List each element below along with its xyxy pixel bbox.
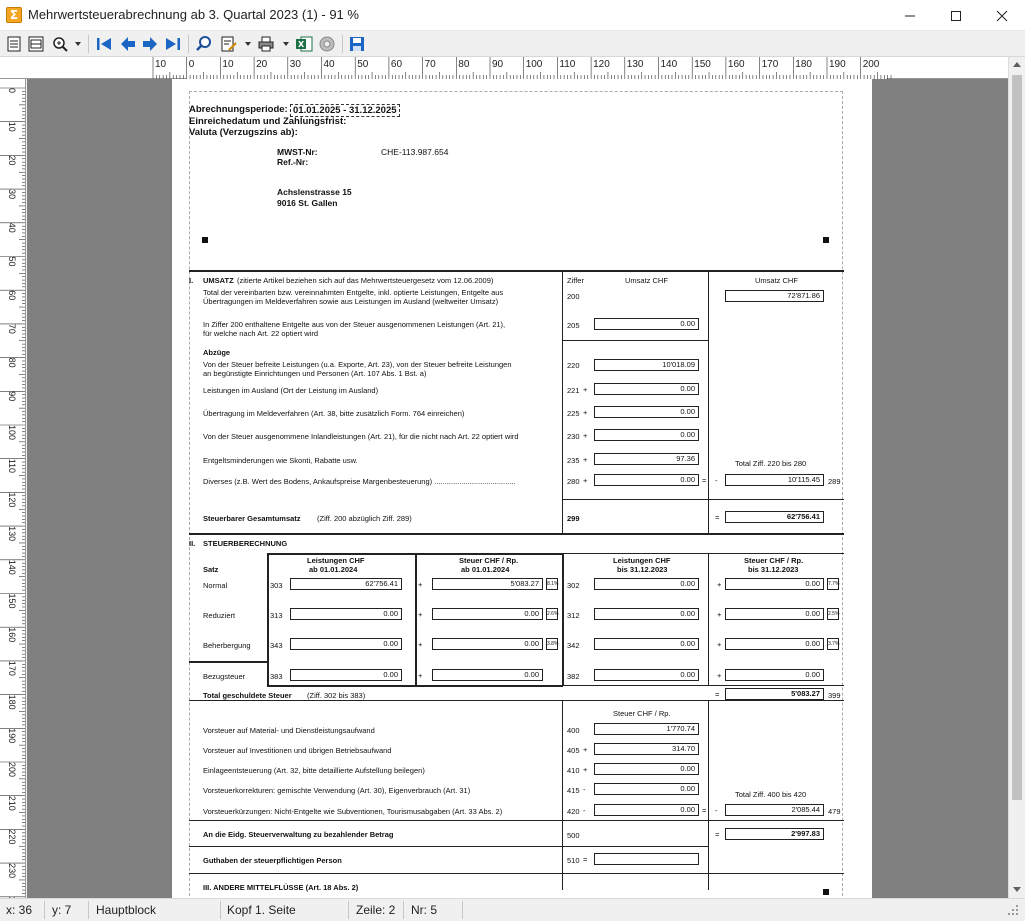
ruler-label: 170 xyxy=(761,59,779,70)
app-icon: Σ xyxy=(6,7,22,23)
equals-sign: = xyxy=(583,855,588,864)
settings-icon xyxy=(318,35,336,53)
r410-code: 410 xyxy=(567,766,580,775)
excel-icon xyxy=(295,35,313,53)
grid-line xyxy=(708,700,709,890)
excel-button[interactable] xyxy=(295,35,313,53)
prev-page-button[interactable] xyxy=(119,35,137,53)
r200-label-2: Übertragungen im Meldeverfahren sowie aus Leistungen im Ausland (weltweiter Umsatz) xyxy=(203,297,499,306)
print-icon xyxy=(257,35,275,53)
total-220-280-label: Total Ziff. 220 bis 280 xyxy=(735,459,807,468)
rate-code: 342 xyxy=(567,641,580,650)
toolbar xyxy=(0,31,1025,57)
last-page-button[interactable] xyxy=(164,35,182,53)
total-owed-code: 399 xyxy=(828,691,841,700)
r225-value[interactable]: 0.00 xyxy=(594,406,699,418)
rate-code: 312 xyxy=(567,611,580,620)
plus-sign: + xyxy=(717,580,722,589)
ruler-label: 70 xyxy=(7,323,17,334)
maximize-icon xyxy=(950,10,962,22)
r230-code: 230 xyxy=(567,432,580,441)
two-page-icon xyxy=(27,35,45,53)
r510-label: Guthaben der steuerpflichtigen Person xyxy=(203,856,342,865)
preview-workspace xyxy=(27,79,1008,898)
ruler-label: 60 xyxy=(7,290,17,301)
ruler-label: 110 xyxy=(7,458,17,474)
rate-code: 382 xyxy=(567,672,580,681)
ruler-label: 190 xyxy=(7,728,17,744)
col-divider xyxy=(708,271,709,533)
grid-line xyxy=(267,685,563,687)
r405-label: Vorsteuer auf Investitionen und übrigen Betriebsaufwand xyxy=(203,746,392,755)
rate-base-value[interactable]: 0.00 xyxy=(290,608,402,620)
row-divider xyxy=(562,340,708,341)
status-y: y: 7 xyxy=(52,903,72,917)
minus-sign: - xyxy=(583,785,586,794)
equals-sign: = xyxy=(715,830,720,839)
ref-label: Ref.-Nr: xyxy=(277,157,309,167)
r405-value[interactable]: 314.70 xyxy=(594,743,699,755)
total-owed-note: (Ziff. 302 bis 383) xyxy=(307,691,366,700)
r415-value[interactable]: 0.00 xyxy=(594,783,699,795)
col-umsatz-total: Umsatz CHF xyxy=(755,276,798,285)
r299-label: Steuerbarer Gesamtumsatz xyxy=(203,514,301,523)
ruler-label: 70 xyxy=(424,59,436,70)
ruler-label: 130 xyxy=(7,526,17,542)
r415-label: Vorsteuerkorrekturen: gemischte Verwendung (Art. 30), Eigenverbrauch (Art. 31) xyxy=(203,786,471,795)
col2-header-1: Steuer CHF / Rp. xyxy=(459,556,519,565)
r220-label-1: Von der Steuer befreite Leistungen (u.a. Exporte, Art. 23), von der Steuer befreite Leistungen xyxy=(203,360,512,369)
equals-sign: = xyxy=(702,476,707,485)
grid-line xyxy=(415,553,417,685)
r400-value[interactable]: 1'770.74 xyxy=(594,723,699,735)
r289-value[interactable]: 10'115.45 xyxy=(725,474,824,486)
r500-value[interactable]: 2'997.83 xyxy=(725,828,824,840)
r225-label: Übertragung im Meldeverfahren (Art. 38, bitte zusätzlich Form. 764 einreichen) xyxy=(203,409,465,418)
chevron-down-icon[interactable] xyxy=(75,42,81,46)
grid-line xyxy=(562,553,564,685)
plus-sign: + xyxy=(418,671,423,680)
ruler-label: 110 xyxy=(559,59,576,70)
rate-code: 303 xyxy=(270,581,283,590)
col1-header-1: Leistungen CHF xyxy=(307,556,365,565)
r205-label-2: für welche nach Art. 22 optiert wird xyxy=(203,329,319,338)
grid-line xyxy=(562,700,563,890)
ruler-label: 140 xyxy=(660,59,678,70)
mwst-label: MWST-Nr: xyxy=(277,147,318,157)
zoom-icon xyxy=(51,35,69,53)
grid-line xyxy=(267,553,562,555)
resize-grip-icon[interactable] xyxy=(1008,905,1020,917)
title-bar xyxy=(0,0,1025,31)
scrollbar-thumb[interactable] xyxy=(1012,75,1022,800)
ruler-label: 10 xyxy=(155,59,167,70)
rate-code: 302 xyxy=(567,581,580,590)
minus-sign: - xyxy=(715,476,718,485)
r420-label: Vorsteuerkürzungen: Nicht-Entgelte wie Subventionen, Tourismusabgaben (Art. 33 Abs. 2) xyxy=(203,807,503,816)
rate-percent: 8.1% xyxy=(546,578,558,590)
valuta-label: Valuta (Verzugszins ab): xyxy=(189,127,298,138)
rate-base-value[interactable]: 0.00 xyxy=(594,578,699,590)
ruler-label: 50 xyxy=(357,59,369,70)
r280-code: 280 xyxy=(567,477,580,486)
sec1-title: UMSATZ xyxy=(203,276,234,285)
band-marker xyxy=(823,237,829,243)
plus-sign: + xyxy=(717,640,722,649)
status-bar xyxy=(0,898,1025,921)
ruler-label: 200 xyxy=(862,59,880,70)
plus-sign: + xyxy=(583,765,588,774)
single-page-button[interactable] xyxy=(5,35,23,53)
equals-sign: = xyxy=(702,806,707,815)
save-icon xyxy=(348,35,366,53)
ruler-label: 30 xyxy=(289,59,301,70)
ruler-label: 80 xyxy=(7,357,17,368)
rate-tax-value[interactable]: 0.00 xyxy=(432,638,543,650)
r220-label-2: an begünstigte Einrichtungen und Personen (Art. 107 Abs. 1 Bst. a) xyxy=(203,369,427,378)
rate-percent: 7.7% xyxy=(827,578,839,590)
col-ziffer: Ziffer xyxy=(567,276,584,285)
grid-line xyxy=(189,846,708,847)
rate-base-value[interactable]: 62'756.41 xyxy=(290,578,402,590)
plus-sign: + xyxy=(418,610,423,619)
grid-line xyxy=(708,553,709,685)
plus-sign: + xyxy=(583,476,588,485)
scroll-down-icon[interactable] xyxy=(1013,886,1021,894)
r289-code: 289 xyxy=(828,477,841,486)
minimize-button[interactable] xyxy=(887,0,933,31)
ruler-label: 130 xyxy=(626,59,644,70)
rate-base-value[interactable]: 0.00 xyxy=(290,638,402,650)
r410-label: Einlageentsteuerung (Art. 32, bitte detaillierte Aufstellung beilegen) xyxy=(203,766,425,775)
status-line: Zeile: 2 xyxy=(356,903,396,917)
sec1-note: (zitierte Artikel beziehen sich auf das Mehrwertsteuergesetz vom 12.06.2009) xyxy=(237,276,494,285)
ruler-label: 140 xyxy=(7,559,17,575)
rate-tax-value[interactable]: 0.00 xyxy=(725,578,824,590)
next-page-button[interactable] xyxy=(141,35,159,53)
r510-value[interactable] xyxy=(594,853,699,865)
grid-line xyxy=(189,820,844,821)
vertical-ruler xyxy=(0,79,26,898)
ruler-label: 230 xyxy=(7,863,17,879)
r221-value[interactable]: 0.00 xyxy=(594,383,699,395)
r479-code: 479 xyxy=(828,807,841,816)
close-icon xyxy=(996,10,1008,22)
ruler-label: 150 xyxy=(7,593,17,609)
plus-sign: + xyxy=(583,745,588,754)
r230-label: Von der Steuer ausgenommene Inlandleistungen (Art. 21), für die nicht nach Art. 22 optiert wird xyxy=(203,432,519,441)
svg-text:X: X xyxy=(298,40,305,49)
ruler-label: 30 xyxy=(7,189,17,200)
r230-value[interactable]: 0.00 xyxy=(594,429,699,441)
horizontal-ruler xyxy=(0,57,1008,79)
address-line2: 9016 St. Gallen xyxy=(277,198,338,208)
settings-button[interactable] xyxy=(318,35,336,53)
band-marker xyxy=(202,237,208,243)
ruler-label: 10 xyxy=(222,59,234,70)
ruler-label: 90 xyxy=(492,59,504,70)
scroll-up-icon[interactable] xyxy=(1013,61,1021,69)
ruler-label: 90 xyxy=(7,391,17,402)
rate-tax-value[interactable]: 0.00 xyxy=(432,669,543,681)
chevron-down-icon[interactable] xyxy=(245,42,251,46)
r220-code: 220 xyxy=(567,361,580,370)
ruler-label: 50 xyxy=(7,256,17,267)
r235-code: 235 xyxy=(567,456,580,465)
ruler-label: 160 xyxy=(7,627,17,643)
r205-code: 205 xyxy=(567,321,580,330)
plus-sign: + xyxy=(418,580,423,589)
r500-code: 500 xyxy=(567,831,580,840)
single-page-icon xyxy=(5,35,23,53)
search-icon xyxy=(195,35,213,53)
plus-sign: + xyxy=(583,408,588,417)
r221-label: Leistungen im Ausland (Ort der Leistung im Ausland) xyxy=(203,386,379,395)
next-page-icon xyxy=(141,35,159,53)
rate-base-value[interactable]: 0.00 xyxy=(290,669,402,681)
r299-value[interactable]: 62'756.41 xyxy=(725,511,824,523)
band-marker xyxy=(823,889,829,895)
status-x: x: 36 xyxy=(6,903,33,917)
rate-base-value[interactable]: 0.00 xyxy=(594,608,699,620)
ruler-label: 40 xyxy=(323,59,335,70)
ruler-label: 0 xyxy=(188,59,195,70)
ruler-label: 120 xyxy=(593,59,610,70)
ruler-label: 100 xyxy=(525,59,543,70)
sec2-num: II. xyxy=(189,539,196,548)
r405-code: 405 xyxy=(567,746,580,755)
total-owed-value[interactable]: 5'083.27 xyxy=(725,688,824,700)
rate-label: Beherbergung xyxy=(203,641,251,650)
r479-value[interactable]: 2'085.44 xyxy=(725,804,824,816)
col4-header-2: bis 31.12.2023 xyxy=(748,565,799,574)
rate-code: 383 xyxy=(270,672,283,681)
abzuege-title: Abzüge xyxy=(203,348,231,357)
equals-sign: = xyxy=(715,690,720,699)
plus-sign: + xyxy=(717,610,722,619)
vertical-ruler-ticks xyxy=(0,79,26,898)
grid-line xyxy=(562,553,844,554)
rate-base-value[interactable]: 0.00 xyxy=(594,638,699,650)
ruler-label: 180 xyxy=(795,59,812,70)
first-page-icon xyxy=(95,35,113,53)
zoom-button[interactable] xyxy=(51,35,69,53)
deadline-label: Einreichedatum und Zahlungsfrist: xyxy=(189,116,347,127)
maximize-button[interactable] xyxy=(933,0,979,31)
r500-label: An die Eidg. Steuerverwaltung zu bezahlender Betrag xyxy=(203,830,394,839)
rate-tax-value[interactable]: 0.00 xyxy=(432,608,543,620)
window-title: Mehrwertsteuerabrechnung ab 3. Quartal 2023 (1) - 91 % xyxy=(28,7,359,22)
address-line1: Achslenstrasse 15 xyxy=(277,187,352,197)
rate-base-value[interactable]: 0.00 xyxy=(594,669,699,681)
save-button[interactable] xyxy=(348,35,366,53)
r299-note: (Ziff. 200 abzüglich Ziff. 289) xyxy=(317,514,412,523)
ruler-label: 150 xyxy=(694,59,711,70)
ruler-label: 170 xyxy=(7,660,17,676)
r235-value[interactable]: 97.36 xyxy=(594,453,699,465)
ruler-label: 40 xyxy=(7,222,17,233)
ruler-label: 190 xyxy=(829,59,846,70)
r220-value[interactable]: 10'018.09 xyxy=(594,359,699,371)
rate-percent: 3.8% xyxy=(546,638,558,650)
total-400-420-label: Total Ziff. 400 bis 420 xyxy=(735,790,807,799)
status-nr: Nr: 5 xyxy=(411,903,438,917)
rate-percent: 3.7% xyxy=(827,638,839,650)
col3-header-2: bis 31.12.2023 xyxy=(617,565,668,574)
grid-line xyxy=(189,700,844,701)
plus-sign: + xyxy=(583,455,588,464)
last-page-icon xyxy=(164,35,182,53)
r205-label-1: In Ziffer 200 enthaltene Entgelte aus von der Steuer ausgenommenen Leistungen (Art. 21), xyxy=(203,320,506,329)
mwst-value: CHE-113.987.654 xyxy=(381,147,449,157)
ruler-label: 10 xyxy=(7,121,17,132)
period-value[interactable]: 01.01.2025 - 31.12.2025 xyxy=(290,104,400,117)
ruler-label: 0 xyxy=(7,88,17,94)
r200-value[interactable]: 72'871.86 xyxy=(725,290,824,302)
horizontal-ruler-ticks xyxy=(0,57,1008,79)
rate-label: Bezugsteuer xyxy=(203,672,246,681)
close-button[interactable] xyxy=(979,0,1025,31)
ruler-label: 180 xyxy=(7,694,17,710)
rate-tax-value[interactable]: 5'083.27 xyxy=(432,578,543,590)
col4-header-1: Steuer CHF / Rp. xyxy=(744,556,804,565)
r400-label: Vorsteuer auf Material- und Dienstleistungsaufwand xyxy=(203,726,375,735)
equals-sign: = xyxy=(715,513,720,522)
r400-code: 400 xyxy=(567,726,580,735)
period-label: Abrechnungsperiode: xyxy=(189,104,288,115)
minus-sign: - xyxy=(583,806,586,815)
r510-code: 510 xyxy=(567,856,580,865)
page-margin-frame xyxy=(189,91,843,898)
first-page-button[interactable] xyxy=(95,35,113,53)
grid-line xyxy=(562,685,844,686)
sec3-title: III. ANDERE MITTELFLÜSSE (Art. 18 Abs. 2) xyxy=(203,883,359,892)
total-owed-label: Total geschuldete Steuer xyxy=(203,691,292,700)
grid-line xyxy=(267,553,269,685)
minus-sign: - xyxy=(715,806,718,815)
chevron-down-icon[interactable] xyxy=(283,42,289,46)
col2-header-2: ab 01.01.2024 xyxy=(461,565,510,574)
sec1-num: I. xyxy=(189,276,194,285)
ruler-label: 100 xyxy=(7,425,17,441)
minimize-icon xyxy=(904,10,916,22)
two-page-button[interactable] xyxy=(27,35,45,53)
plus-sign: + xyxy=(583,431,588,440)
col-satz: Satz xyxy=(203,565,219,574)
ruler-label: 120 xyxy=(7,492,17,508)
grid-line xyxy=(189,661,268,663)
rate-percent: 2.6% xyxy=(546,608,558,620)
rate-percent: 2.5% xyxy=(827,608,839,620)
r205-value[interactable]: 0.00 xyxy=(594,318,699,330)
ruler-label: 200 xyxy=(7,762,17,778)
r280-label: Diverses (z.B. Wert des Bodens, Ankaufspreise Margenbesteuerung) ....................................... xyxy=(203,477,516,486)
r420-value[interactable]: 0.00 xyxy=(594,804,699,816)
vertical-scrollbar[interactable] xyxy=(1008,57,1025,898)
rate-tax-value[interactable]: 0.00 xyxy=(725,638,824,650)
ruler-label: 80 xyxy=(458,59,470,70)
status-section: Kopf 1. Seite xyxy=(227,903,296,917)
plus-sign: + xyxy=(583,385,588,394)
vst-header: Steuer CHF / Rp. xyxy=(613,709,671,718)
edit-button[interactable] xyxy=(220,35,238,53)
r415-code: 415 xyxy=(567,786,580,795)
r200-code: 200 xyxy=(567,292,580,301)
report-page xyxy=(172,79,872,898)
r420-code: 420 xyxy=(567,807,580,816)
rate-tax-value[interactable]: 0.00 xyxy=(725,669,824,681)
ruler-label: 60 xyxy=(390,59,403,70)
rate-code: 313 xyxy=(270,611,283,620)
sec2-top-rule xyxy=(189,533,844,535)
r221-code: 221 xyxy=(567,386,580,395)
ruler-label: 20 xyxy=(256,59,268,70)
ruler-label: 210 xyxy=(7,795,17,811)
sec2-title: STEUERBERECHNUNG xyxy=(203,539,288,548)
col3-header-1: Leistungen CHF xyxy=(613,556,671,565)
rate-label: Normal xyxy=(203,581,228,590)
edit-icon xyxy=(220,35,238,53)
r225-code: 225 xyxy=(567,409,580,418)
r280-value[interactable]: 0.00 xyxy=(594,474,699,486)
print-button[interactable] xyxy=(257,35,275,53)
prev-page-icon xyxy=(119,35,137,53)
r299-code: 299 xyxy=(567,514,580,523)
ruler-label: 20 xyxy=(7,155,17,166)
sec1-top-rule xyxy=(189,270,844,272)
grid-line xyxy=(189,873,844,874)
rate-label: Reduziert xyxy=(203,611,236,620)
status-band: Hauptblock xyxy=(96,903,157,917)
col-divider xyxy=(562,271,563,533)
plus-sign: + xyxy=(418,640,423,649)
r200-label-1: Total der vereinbarten bzw. vereinnahmten Entgelte, inkl. optierte Leistungen, Entgelte aus xyxy=(203,288,504,297)
col-umsatz: Umsatz CHF xyxy=(625,276,668,285)
search-button[interactable] xyxy=(195,35,213,53)
r410-value[interactable]: 0.00 xyxy=(594,763,699,775)
ruler-label: 160 xyxy=(727,59,745,70)
r235-label: Entgeltsminderungen wie Skonti, Rabatte usw. xyxy=(203,456,358,465)
rate-code: 343 xyxy=(270,641,283,650)
rate-tax-value[interactable]: 0.00 xyxy=(725,608,824,620)
ruler-label: 220 xyxy=(7,829,17,845)
row-divider xyxy=(562,499,844,500)
plus-sign: + xyxy=(717,671,722,680)
col1-header-2: ab 01.01.2024 xyxy=(309,565,358,574)
